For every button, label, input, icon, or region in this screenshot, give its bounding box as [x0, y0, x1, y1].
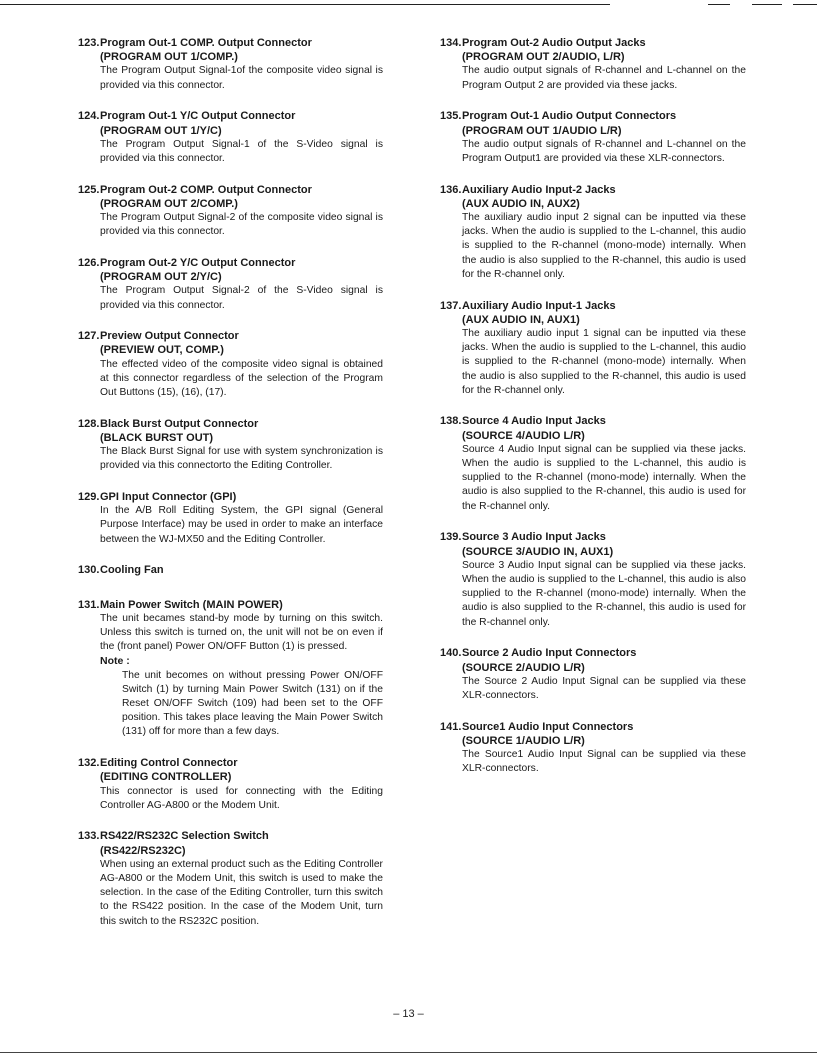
- top-rule-dash: [793, 4, 817, 5]
- item-125: [78, 183, 383, 240]
- item-number: 123.: [78, 37, 100, 49]
- item-140: [440, 646, 746, 703]
- item-title: Auxiliary Audio Input-2 Jacks: [462, 183, 616, 196]
- item-129: [78, 490, 383, 547]
- item-description: The audio output signals of R-channel and L-channel on the Program Output1 are provided via these XLR-connectors.: [462, 138, 746, 164]
- item-description: The Program Output Signal-1of the composite video signal is provided via this connector.: [100, 65, 383, 91]
- item-title: Program Out-1 Y/C Output Connector: [100, 110, 296, 123]
- item-description: The Black Burst Signal for use with system synchronization is provided via this connectorto the Editing Controller.: [100, 446, 383, 472]
- item-number: 134.: [440, 37, 462, 49]
- item-description: The Source1 Audio Input Signal can be supplied via these XLR-connectors.: [462, 749, 746, 775]
- item-124: [78, 109, 383, 166]
- item-title: Program Out-1 COMP. Output Connector: [100, 37, 312, 49]
- item-135: [440, 109, 746, 166]
- item-description: Source 3 Audio Input signal can be supplied via these jacks. When the audio is supplied to the L-channel, this audio is also supplied to the R-channel (mono-mode) internally. When the audio is also supplied to the R-channel, this audio is used for the R-channel only.: [462, 559, 746, 628]
- item-number: 126.: [78, 256, 100, 269]
- item-description: In the A/B Roll Editing System, the GPI signal (General Purpose Interface) may be used in order to make an interface between the WJ-MX50 and the Editing Controller.: [100, 505, 383, 545]
- item-subtitle: (PROGRAM OUT 2/AUDIO, L/R): [462, 51, 625, 64]
- item-description: The audio output signals of R-channel and L-channel on the Program Output 2 are provided via these jacks.: [462, 65, 746, 91]
- item-130: [78, 563, 383, 577]
- item-title: Auxiliary Audio Input-1 Jacks: [462, 299, 616, 312]
- item-title: Source 3 Audio Input Jacks: [462, 531, 606, 544]
- item-subtitle: (PROGRAM OUT 1/Y/C): [100, 124, 222, 137]
- item-126: [78, 256, 383, 313]
- item-subtitle: (PREVIEW OUT, COMP.): [100, 344, 224, 357]
- item-133: [78, 829, 383, 928]
- item-title: Program Out-1 Audio Output Connectors: [462, 110, 677, 123]
- item-subtitle: (SOURCE 4/AUDIO L/R): [462, 429, 585, 442]
- item-number: 129.: [78, 491, 100, 504]
- item-subtitle: (AUX AUDIO IN, AUX1): [462, 313, 580, 326]
- top-rule-dash: [752, 4, 782, 5]
- item-description: When using an external product such as the Editing Controller AG-A800 or the Modem Unit, this switch is used to make the selection. In the case of the Editing Controller, turn this switch to the RS422 position. In the case of the Modem Unit, turn this switch to the RS232C position.: [100, 858, 383, 927]
- item-136: [440, 183, 746, 282]
- item-subtitle: (SOURCE 2/AUDIO L/R): [462, 661, 585, 674]
- item-subtitle: (RS422/RS232C): [100, 844, 186, 857]
- item-subtitle: (SOURCE 1/AUDIO L/R): [462, 734, 585, 747]
- item-128: [78, 417, 383, 474]
- right-column: [440, 36, 746, 793]
- item-141: [440, 720, 746, 777]
- item-title: RS422/RS232C Selection Switch: [100, 830, 269, 843]
- item-number: 141.: [440, 720, 462, 733]
- item-number: 133.: [78, 830, 100, 843]
- item-subtitle: (SOURCE 3/AUDIO IN, AUX1): [462, 545, 614, 558]
- item-number: 131.: [78, 598, 100, 611]
- item-number: 124.: [78, 110, 100, 123]
- note-label: Note :: [100, 655, 130, 668]
- item-number: 138.: [440, 415, 462, 428]
- item-title: Editing Control Connector: [100, 757, 238, 770]
- item-title: Source 4 Audio Input Jacks: [462, 415, 606, 428]
- item-number: 136.: [440, 183, 462, 196]
- item-description: The Program Output Signal-1 of the S-Video signal is provided via this connector.: [100, 138, 383, 164]
- item-subtitle: (AUX AUDIO IN, AUX2): [462, 197, 580, 210]
- item-title: Cooling Fan: [100, 564, 164, 577]
- item-subtitle: (BLACK BURST OUT): [100, 431, 214, 444]
- item-title: Program Out-2 COMP. Output Connector: [100, 183, 312, 196]
- item-subtitle: (PROGRAM OUT 2/COMP.): [100, 197, 238, 210]
- bottom-rule: [0, 1052, 817, 1053]
- item-number: 125.: [78, 183, 100, 196]
- item-number: 128.: [78, 417, 100, 430]
- item-number: 132.: [78, 757, 100, 770]
- item-subtitle: (EDITING CONTROLLER): [100, 771, 232, 784]
- item-title: Program Out-2 Audio Output Jacks: [462, 37, 646, 49]
- item-description: This connector is used for connecting with the Editing Controller AG-A800 or the Modem Unit.: [100, 785, 383, 811]
- item-number: 135.: [440, 110, 462, 123]
- item-description: The Program Output Signal-2 of the composite video signal is provided via this connector.: [100, 212, 383, 238]
- page-number: – 13 –: [393, 1008, 424, 1020]
- item-description: The Source 2 Audio Input Signal can be supplied via these XLR-connectors.: [462, 675, 746, 701]
- item-description: The auxiliary audio input 2 signal can be inputted via these jacks. When the audio is supplied to the L-channel, this audio is supplied to the R-channel (mono-mode) internally. When the audio is also supplied to the R-channel, this audio is used for the R-channel only.: [462, 212, 746, 280]
- item-subtitle: (PROGRAM OUT 1/COMP.): [100, 51, 238, 64]
- left-column: [78, 36, 383, 945]
- item-137: [440, 299, 746, 398]
- item-number: 137.: [440, 299, 462, 312]
- top-rule: [0, 4, 610, 5]
- item-127: [78, 329, 383, 400]
- item-description: The unit becames stand-by mode by turning on this switch. Unless this switch is turned on, the unit will not be on even if the (front panel) Power ON/OFF Button (1) is pressed.: [100, 612, 383, 653]
- item-132: [78, 756, 383, 813]
- item-subtitle: (PROGRAM OUT 1/AUDIO L/R): [462, 124, 622, 137]
- item-138: [440, 414, 746, 513]
- item-title: Program Out-2 Y/C Output Connector: [100, 256, 296, 269]
- item-123: [78, 36, 383, 93]
- item-number: 139.: [440, 531, 462, 544]
- item-description: Source 4 Audio Input signal can be supplied via these jacks. When the audio is supplied to the L-channel, this audio is supplied to the R-channel (mono-mode) internally. When the audio is also supplied to the R-channel, this audio is used for the R-channel only.: [462, 443, 746, 512]
- item-title: Main Power Switch (MAIN POWER): [100, 598, 283, 611]
- item-title: GPI Input Connector (GPI): [100, 491, 237, 504]
- item-title: Preview Output Connector: [100, 330, 239, 343]
- item-description: The auxiliary audio input 1 signal can be inputted via these jacks. When the audio is supplied to the L-channel, this audio is supplied to the R-channel (mono-mode) internally. When the audio is also supplied to the R-channel, this audio is used for the R-channel only.: [462, 327, 746, 396]
- item-number: 140.: [440, 647, 462, 660]
- item-title: Source 2 Audio Input Connectors: [462, 647, 637, 660]
- item-number: 130.: [78, 564, 100, 577]
- note-body: The unit becomes on without pressing Power ON/OFF Switch (1) by turning Main Power Switch (131) on if the Reset ON/OFF Switch (109) had been set to the OFF position. This takes place leaving the Main Power Switch (131) off for more than a few days.: [122, 669, 383, 738]
- item-number: 127.: [78, 330, 100, 343]
- item-title: Black Burst Output Connector: [100, 417, 259, 430]
- item-131: [78, 598, 383, 740]
- item-139: [440, 530, 746, 629]
- item-subtitle: (PROGRAM OUT 2/Y/C): [100, 271, 222, 284]
- item-title: Source1 Audio Input Connectors: [462, 720, 634, 733]
- item-description: The Program Output Signal-2 of the S-Video signal is provided via this connector.: [100, 285, 383, 311]
- top-rule-dash: [708, 4, 730, 5]
- item-description: The effected video of the composite video signal is obtained at this connector regardless of the selection of the Program Out Buttons (15), (16), (17).: [100, 358, 383, 399]
- item-134: [440, 36, 746, 93]
